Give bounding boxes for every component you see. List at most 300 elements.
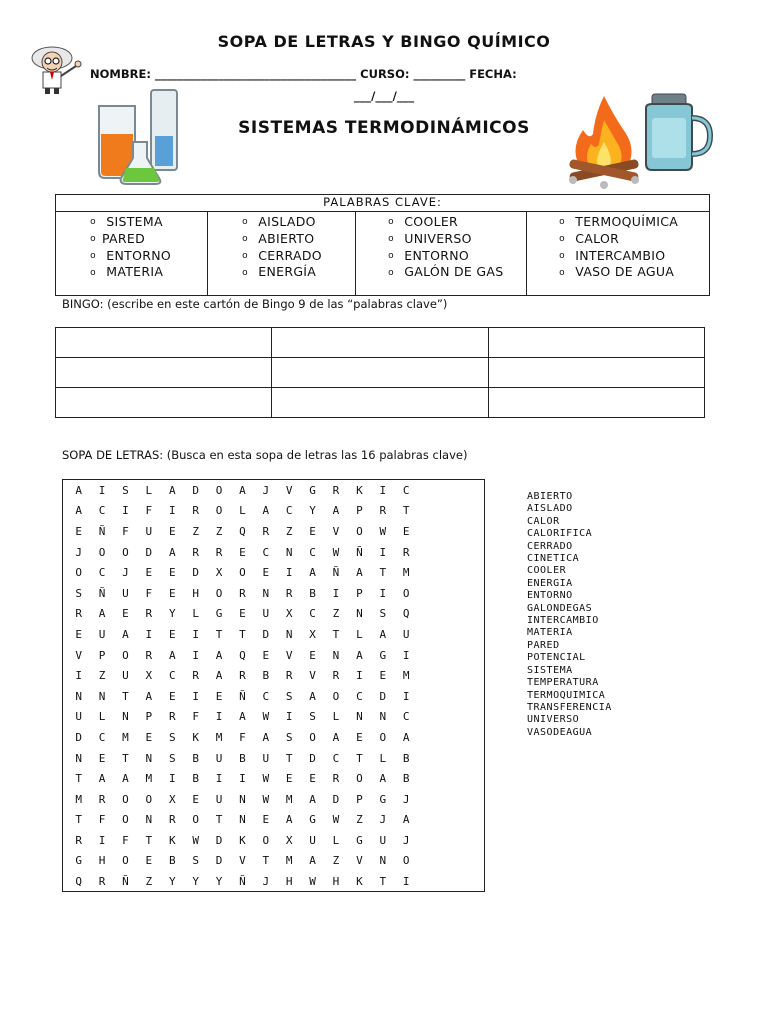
word-search-letter[interactable]: T	[75, 772, 82, 786]
word-search-letter[interactable]: Ñ	[332, 566, 340, 580]
word-search-letter[interactable]: D	[262, 627, 270, 641]
word-search-letter[interactable]: D	[379, 689, 387, 703]
word-search-letter[interactable]: A	[402, 730, 410, 744]
word-search-letter[interactable]: X	[285, 833, 293, 847]
word-search-letter[interactable]: N	[332, 648, 340, 662]
word-search-letter[interactable]: R	[332, 669, 340, 683]
word-search-letter[interactable]: O	[215, 504, 223, 518]
word-search-letter[interactable]: R	[192, 545, 199, 559]
word-search-letter[interactable]: O	[192, 813, 199, 827]
word-search-letter[interactable]: I	[285, 710, 293, 724]
word-search-letter[interactable]: A	[239, 483, 246, 497]
word-search-letter[interactable]: M	[215, 730, 223, 744]
word-search-letter[interactable]: T	[122, 751, 129, 765]
word-search-letter[interactable]: R	[239, 586, 246, 600]
word-search-letter[interactable]: E	[262, 566, 270, 580]
word-search-letter[interactable]: U	[98, 627, 106, 641]
word-search-letter[interactable]: G	[379, 648, 387, 662]
word-search-letter[interactable]: A	[356, 566, 363, 580]
bingo-cell[interactable]	[56, 328, 272, 358]
word-search-letter[interactable]: C	[285, 504, 293, 518]
word-search-letter[interactable]: A	[145, 689, 153, 703]
word-search-letter[interactable]: G	[309, 813, 316, 827]
word-search-letter[interactable]: E	[356, 730, 363, 744]
word-search-letter[interactable]: I	[192, 627, 199, 641]
word-search-letter[interactable]: L	[332, 833, 340, 847]
word-search-letter[interactable]: B	[239, 751, 246, 765]
word-search-letter[interactable]: D	[145, 545, 153, 559]
word-search-letter[interactable]: R	[75, 607, 82, 621]
word-search-letter[interactable]: D	[192, 566, 199, 580]
word-search-letter[interactable]: N	[98, 689, 106, 703]
bingo-cell[interactable]	[272, 358, 488, 388]
word-search-letter[interactable]: P	[356, 792, 363, 806]
word-search-letter[interactable]: E	[168, 566, 176, 580]
word-search-letter[interactable]: I	[98, 833, 106, 847]
word-search-letter[interactable]: O	[98, 545, 106, 559]
word-search-letter[interactable]: T	[379, 566, 387, 580]
word-search-letter[interactable]: N	[285, 545, 293, 559]
word-search-letter[interactable]: R	[98, 792, 106, 806]
word-search-letter[interactable]: E	[122, 607, 129, 621]
word-search-letter[interactable]: E	[285, 772, 293, 786]
word-search-letter[interactable]: J	[122, 566, 129, 580]
word-search-letter[interactable]: N	[239, 813, 246, 827]
word-search-letter[interactable]: D	[215, 833, 223, 847]
word-search-letter[interactable]: M	[285, 792, 293, 806]
word-search-letter[interactable]: P	[98, 648, 106, 662]
word-search-letter[interactable]: Z	[332, 854, 340, 868]
word-search-letter[interactable]: L	[145, 483, 153, 497]
word-search-letter[interactable]: U	[215, 792, 223, 806]
word-search-letter[interactable]: Ñ	[239, 689, 246, 703]
word-search-letter[interactable]: Ñ	[98, 524, 106, 538]
word-search-letter[interactable]: C	[402, 710, 410, 724]
word-search-letter[interactable]: K	[239, 833, 246, 847]
word-search-letter[interactable]: V	[309, 669, 316, 683]
word-search-letter[interactable]: U	[262, 607, 270, 621]
word-search-letter[interactable]: A	[262, 730, 270, 744]
word-search-letter[interactable]: C	[98, 730, 106, 744]
word-search-letter[interactable]: Z	[215, 524, 223, 538]
word-search-letter[interactable]: C	[262, 545, 270, 559]
word-search-letter[interactable]: R	[262, 524, 270, 538]
word-search-letter[interactable]: H	[192, 586, 199, 600]
word-search-letter[interactable]: R	[192, 504, 199, 518]
word-search-letter[interactable]: A	[98, 772, 106, 786]
word-search-letter[interactable]: A	[262, 504, 270, 518]
word-search-letter[interactable]: H	[332, 875, 340, 889]
word-search-letter[interactable]: V	[356, 854, 363, 868]
word-search-letter[interactable]: O	[262, 833, 270, 847]
word-search-letter[interactable]: I	[402, 689, 410, 703]
bingo-cell[interactable]	[272, 328, 488, 358]
word-search-letter[interactable]: I	[168, 772, 176, 786]
word-search-letter[interactable]: A	[75, 483, 82, 497]
word-search-letter[interactable]: G	[379, 792, 387, 806]
word-search-letter[interactable]: G	[356, 833, 363, 847]
word-search-letter[interactable]: K	[168, 833, 176, 847]
word-search-letter[interactable]: A	[215, 648, 223, 662]
word-search-letter[interactable]: S	[75, 586, 82, 600]
word-search-letter[interactable]: T	[75, 813, 82, 827]
word-search-letter[interactable]: L	[379, 751, 387, 765]
word-search-letter[interactable]: A	[285, 813, 293, 827]
word-search-letter[interactable]: R	[215, 545, 223, 559]
word-search-letter[interactable]: A	[379, 627, 387, 641]
word-search-letter[interactable]: M	[285, 854, 293, 868]
word-search-letter[interactable]: W	[262, 792, 270, 806]
word-search-letter[interactable]: I	[379, 545, 387, 559]
word-search-letter[interactable]: N	[379, 710, 387, 724]
word-search-letter[interactable]: X	[145, 669, 153, 683]
word-search-letter[interactable]: R	[332, 483, 340, 497]
word-search-letter[interactable]: O	[239, 566, 246, 580]
word-search-letter[interactable]: I	[75, 669, 82, 683]
word-search-letter[interactable]: N	[379, 854, 387, 868]
word-search-letter[interactable]: I	[239, 772, 246, 786]
bingo-cell[interactable]	[56, 388, 272, 418]
bingo-cell[interactable]	[56, 358, 272, 388]
word-search-letter[interactable]: M	[145, 772, 153, 786]
word-search-letter[interactable]: E	[402, 524, 410, 538]
word-search-letter[interactable]: T	[285, 751, 293, 765]
word-search-letter[interactable]: T	[402, 504, 410, 518]
word-search-letter[interactable]: W	[332, 545, 340, 559]
word-search-letter[interactable]: A	[332, 730, 340, 744]
word-search-letter[interactable]: T	[215, 627, 223, 641]
word-search-letter[interactable]: N	[145, 813, 153, 827]
word-search-letter[interactable]: A	[168, 545, 176, 559]
word-search-letter[interactable]: S	[192, 854, 199, 868]
word-search-letter[interactable]: A	[239, 710, 246, 724]
word-search-letter[interactable]: B	[168, 854, 176, 868]
word-search-letter[interactable]: U	[402, 627, 410, 641]
word-search-letter[interactable]: T	[356, 751, 363, 765]
word-search-letter[interactable]: E	[75, 524, 82, 538]
word-search-letter[interactable]: Ñ	[122, 875, 129, 889]
word-search-letter[interactable]: E	[239, 607, 246, 621]
word-search-letter[interactable]: Z	[332, 607, 340, 621]
word-search-letter[interactable]: O	[75, 566, 82, 580]
word-search-letter[interactable]: I	[402, 648, 410, 662]
word-search-letter[interactable]: V	[239, 854, 246, 868]
word-search-letter[interactable]: A	[332, 504, 340, 518]
word-search-letter[interactable]: A	[215, 669, 223, 683]
word-search-letter[interactable]: R	[285, 586, 293, 600]
word-search-letter[interactable]: T	[239, 627, 246, 641]
word-search-letter[interactable]: G	[309, 483, 316, 497]
word-search-letter[interactable]: W	[332, 813, 340, 827]
word-search-letter[interactable]: N	[75, 689, 82, 703]
word-search-letter[interactable]: X	[215, 566, 223, 580]
word-search-letter[interactable]: M	[122, 730, 129, 744]
word-search-letter[interactable]: M	[402, 669, 410, 683]
word-search-letter[interactable]: Y	[215, 875, 223, 889]
word-search-letter[interactable]: O	[145, 792, 153, 806]
word-search-letter[interactable]: D	[332, 792, 340, 806]
word-search-letter[interactable]: R	[379, 504, 387, 518]
word-search-letter[interactable]: U	[309, 833, 316, 847]
word-search-letter[interactable]: O	[379, 730, 387, 744]
word-search-letter[interactable]: Z	[356, 813, 363, 827]
word-search-letter[interactable]: R	[75, 833, 82, 847]
word-search-letter[interactable]: U	[215, 751, 223, 765]
word-search-letter[interactable]: E	[379, 669, 387, 683]
word-search-letter[interactable]: E	[168, 524, 176, 538]
word-search-letter[interactable]: X	[168, 792, 176, 806]
word-search-letter[interactable]: I	[215, 710, 223, 724]
word-search-letter[interactable]: E	[215, 689, 223, 703]
word-search-letter[interactable]: W	[262, 710, 270, 724]
word-search-letter[interactable]: A	[122, 627, 129, 641]
word-search-letter[interactable]: A	[168, 483, 176, 497]
word-search-letter[interactable]: D	[309, 751, 316, 765]
word-search-letter[interactable]: T	[332, 627, 340, 641]
word-search-letter[interactable]: V	[332, 524, 340, 538]
word-search-letter[interactable]: D	[75, 730, 82, 744]
word-search-letter[interactable]: S	[122, 483, 129, 497]
word-search-letter[interactable]: L	[98, 710, 106, 724]
word-search-letter[interactable]: N	[262, 586, 270, 600]
word-search-letter[interactable]: W	[262, 772, 270, 786]
word-search-letter[interactable]: S	[309, 710, 316, 724]
word-search-letter[interactable]: F	[122, 524, 129, 538]
word-search-letter[interactable]: P	[356, 504, 363, 518]
word-search-letter[interactable]: A	[75, 504, 82, 518]
word-search-letter[interactable]: A	[98, 607, 106, 621]
word-search-letter[interactable]: O	[215, 586, 223, 600]
word-search-letter[interactable]: O	[122, 545, 129, 559]
word-search-letter[interactable]: R	[402, 545, 410, 559]
bingo-cell[interactable]	[488, 358, 704, 388]
bingo-cell[interactable]	[272, 388, 488, 418]
word-search-letter[interactable]: E	[168, 689, 176, 703]
word-search-letter[interactable]: A	[309, 792, 316, 806]
word-search-letter[interactable]: I	[379, 586, 387, 600]
word-search-letter[interactable]: S	[168, 730, 176, 744]
word-search-letter[interactable]: O	[122, 854, 129, 868]
word-search-letter[interactable]: R	[98, 875, 106, 889]
word-search-letter[interactable]: W	[309, 875, 316, 889]
word-search-letter[interactable]: S	[285, 730, 293, 744]
word-search-letter[interactable]: Z	[285, 524, 293, 538]
word-search-letter[interactable]: U	[379, 833, 387, 847]
word-search-letter[interactable]: G	[215, 607, 223, 621]
word-search-letter[interactable]: M	[402, 566, 410, 580]
word-search-letter[interactable]: E	[168, 627, 176, 641]
word-search-letter[interactable]: E	[168, 586, 176, 600]
word-search-letter[interactable]: J	[402, 833, 410, 847]
word-search-letter[interactable]: Z	[145, 875, 153, 889]
word-search-letter[interactable]: O	[402, 586, 410, 600]
word-search-letter[interactable]: L	[332, 710, 340, 724]
word-search-letter[interactable]: I	[285, 566, 293, 580]
word-search-letter[interactable]: Z	[192, 524, 199, 538]
word-search-letter[interactable]: C	[98, 566, 106, 580]
word-search-letter[interactable]: S	[285, 689, 293, 703]
word-search-letter[interactable]: F	[98, 813, 106, 827]
word-search-letter[interactable]: A	[168, 648, 176, 662]
word-search-letter[interactable]: V	[285, 648, 293, 662]
word-search-letter[interactable]: H	[98, 854, 106, 868]
word-search-letter[interactable]: J	[262, 875, 270, 889]
word-search-letter[interactable]: E	[75, 627, 82, 641]
word-search-letter[interactable]: A	[309, 689, 316, 703]
word-search-letter[interactable]: U	[122, 586, 129, 600]
word-search-letter[interactable]: B	[309, 586, 316, 600]
word-search-letter[interactable]: F	[239, 730, 246, 744]
word-search-letter[interactable]: I	[145, 627, 153, 641]
word-search-letter[interactable]: E	[262, 813, 270, 827]
word-search-letter[interactable]: J	[75, 545, 82, 559]
word-search-letter[interactable]: O	[122, 648, 129, 662]
word-search-letter[interactable]: I	[356, 669, 363, 683]
word-search-letter[interactable]: T	[145, 833, 153, 847]
word-search-letter[interactable]: O	[332, 689, 340, 703]
word-search-letter[interactable]: Q	[75, 875, 82, 889]
word-search-letter[interactable]: P	[145, 710, 153, 724]
word-search-letter[interactable]: C	[309, 607, 316, 621]
word-search-letter[interactable]: C	[98, 504, 106, 518]
word-search-letter[interactable]: G	[75, 854, 82, 868]
word-search-letter[interactable]: R	[145, 607, 153, 621]
word-search-letter[interactable]: I	[122, 504, 129, 518]
word-search-letter[interactable]: R	[168, 710, 176, 724]
word-search-letter[interactable]: X	[285, 607, 293, 621]
word-search-letter[interactable]: W	[379, 524, 387, 538]
word-search-letter[interactable]: Ñ	[98, 586, 106, 600]
word-search-letter[interactable]: J	[402, 792, 410, 806]
word-search-letter[interactable]: A	[122, 772, 129, 786]
word-search-letter[interactable]: B	[402, 772, 410, 786]
word-search-letter[interactable]: E	[145, 730, 153, 744]
word-search-letter[interactable]: W	[192, 833, 199, 847]
bingo-cell[interactable]	[488, 388, 704, 418]
word-search-letter[interactable]: R	[332, 772, 340, 786]
word-search-letter[interactable]: Q	[239, 524, 246, 538]
word-search-letter[interactable]: N	[239, 792, 246, 806]
word-search-letter[interactable]: N	[356, 710, 363, 724]
word-search-letter[interactable]: A	[402, 813, 410, 827]
word-search-letter[interactable]: E	[145, 566, 153, 580]
word-search-letter[interactable]: Z	[98, 669, 106, 683]
word-search-letter[interactable]: I	[402, 875, 410, 889]
word-search-letter[interactable]: D	[215, 854, 223, 868]
word-search-letter[interactable]: L	[239, 504, 246, 518]
word-search-letter[interactable]: P	[356, 586, 363, 600]
word-search-letter[interactable]: C	[356, 689, 363, 703]
word-search-letter[interactable]: A	[309, 854, 316, 868]
word-search-letter[interactable]: N	[145, 751, 153, 765]
word-search-letter[interactable]: T	[262, 854, 270, 868]
word-search-letter[interactable]: U	[262, 751, 270, 765]
word-search-letter[interactable]: J	[379, 813, 387, 827]
word-search-letter[interactable]: Ñ	[239, 875, 246, 889]
word-search-letter[interactable]: N	[122, 710, 129, 724]
word-search-letter[interactable]: A	[356, 648, 363, 662]
word-search-letter[interactable]: B	[262, 669, 270, 683]
word-search-letter[interactable]: L	[356, 627, 363, 641]
word-search-letter[interactable]: S	[168, 751, 176, 765]
word-search-letter[interactable]: E	[309, 648, 316, 662]
word-search-letter[interactable]: F	[145, 504, 153, 518]
word-search-letter[interactable]: N	[285, 627, 293, 641]
word-search-letter[interactable]: E	[239, 545, 246, 559]
word-search-letter[interactable]: V	[285, 483, 293, 497]
word-search-letter[interactable]: B	[402, 751, 410, 765]
word-search-letter[interactable]: I	[98, 483, 106, 497]
word-search-letter[interactable]: Y	[309, 504, 316, 518]
word-search-letter[interactable]: F	[192, 710, 199, 724]
word-search-letter[interactable]: U	[145, 524, 153, 538]
word-search-letter[interactable]: Y	[168, 607, 176, 621]
word-search-letter[interactable]: F	[145, 586, 153, 600]
word-search-letter[interactable]: Q	[239, 648, 246, 662]
word-search-letter[interactable]: D	[192, 483, 199, 497]
word-search-letter[interactable]: T	[122, 689, 129, 703]
word-search-letter[interactable]: C	[309, 545, 316, 559]
word-search-letter[interactable]: E	[98, 751, 106, 765]
word-search-letter[interactable]: R	[239, 669, 246, 683]
word-search-letter[interactable]: O	[122, 792, 129, 806]
word-search-letter[interactable]: A	[309, 566, 316, 580]
word-search-letter[interactable]: C	[168, 669, 176, 683]
word-search-letter[interactable]: I	[332, 586, 340, 600]
word-search-letter[interactable]: R	[285, 669, 293, 683]
word-search-letter[interactable]: B	[192, 751, 199, 765]
word-search-letter[interactable]: I	[215, 772, 223, 786]
word-search-letter[interactable]: U	[122, 669, 129, 683]
word-search-letter[interactable]: T	[215, 813, 223, 827]
word-search-letter[interactable]: R	[145, 648, 153, 662]
word-search-letter[interactable]: T	[379, 875, 387, 889]
word-search-letter[interactable]: Q	[402, 607, 410, 621]
word-search-letter[interactable]: C	[332, 751, 340, 765]
word-search-letter[interactable]: O	[215, 483, 223, 497]
word-search-letter[interactable]: N	[356, 607, 363, 621]
word-search-letter[interactable]: Y	[192, 875, 199, 889]
word-search-letter[interactable]: R	[192, 669, 199, 683]
word-search-letter[interactable]: B	[192, 772, 199, 786]
word-search-letter[interactable]: L	[192, 607, 199, 621]
word-search-letter[interactable]: E	[309, 772, 316, 786]
word-search-letter[interactable]: Ñ	[356, 545, 363, 559]
word-search-letter[interactable]: O	[122, 813, 129, 827]
word-search-letter[interactable]: N	[75, 751, 82, 765]
word-search-letter[interactable]: O	[356, 524, 363, 538]
word-search-letter[interactable]: C	[262, 689, 270, 703]
word-search-letter[interactable]: O	[309, 730, 316, 744]
word-search-letter[interactable]: O	[356, 772, 363, 786]
word-search-letter[interactable]: O	[402, 854, 410, 868]
word-search-letter[interactable]: X	[309, 627, 316, 641]
word-search-letter[interactable]: E	[145, 854, 153, 868]
word-search-letter[interactable]: A	[379, 772, 387, 786]
word-search-letter[interactable]: I	[192, 689, 199, 703]
word-search-letter[interactable]: R	[168, 813, 176, 827]
word-search-letter[interactable]: K	[356, 875, 363, 889]
word-search-letter[interactable]: E	[309, 524, 316, 538]
word-search-letter[interactable]: F	[122, 833, 129, 847]
word-search-letter[interactable]: K	[192, 730, 199, 744]
word-search-letter[interactable]: S	[379, 607, 387, 621]
word-search-letter[interactable]: I	[192, 648, 199, 662]
word-search-letter[interactable]: E	[262, 648, 270, 662]
word-search-letter[interactable]: V	[75, 648, 82, 662]
word-search-letter[interactable]: M	[75, 792, 82, 806]
word-search-letter[interactable]: K	[356, 483, 363, 497]
